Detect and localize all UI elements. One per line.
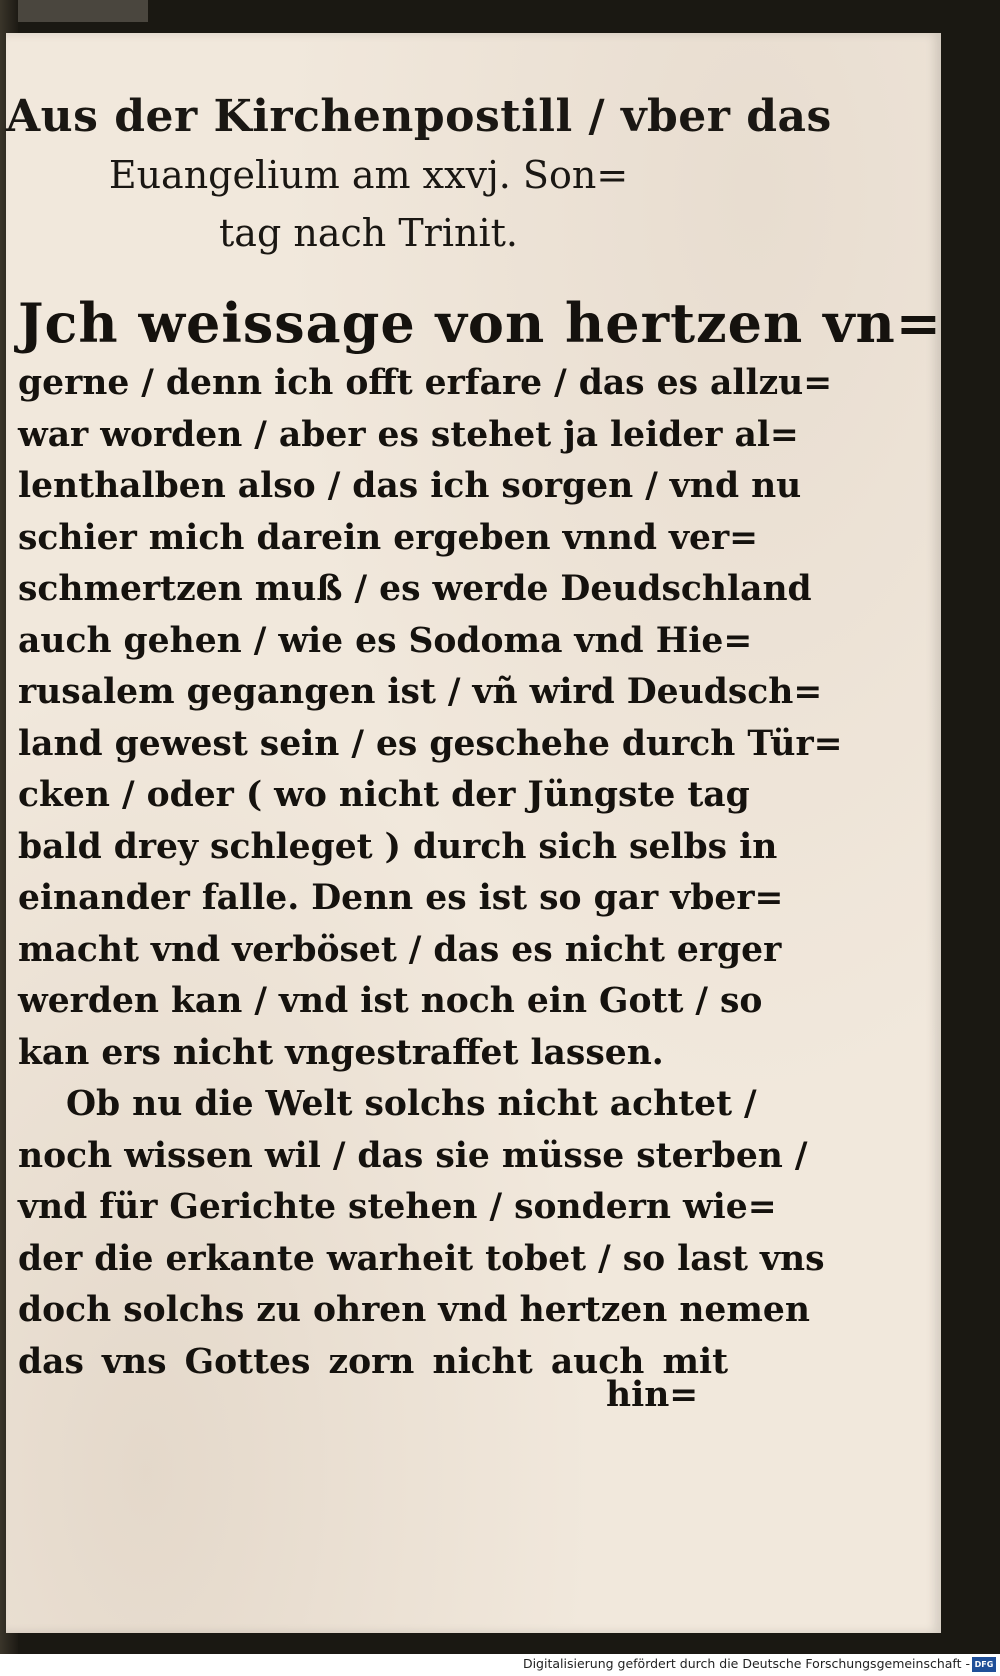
text-line: schier mich darein ergeben vnnd ver= (18, 517, 759, 558)
heading-line-2: Euangelium am xxvj. Son= (108, 153, 629, 197)
text-line: Jch weissage von hertzen vn= (18, 291, 942, 355)
digitization-credit: Digitalisierung gefördert durch die Deutsche Forschungsgemeinschaft - (522, 1656, 970, 1671)
text-line: schmertzen muß / es werde Deudschland (18, 569, 812, 609)
text-line: einander falle. Denn es ist so gar vber= (18, 878, 784, 918)
text-line: werden kan / vnd ist noch ein Gott / so (18, 981, 763, 1021)
text-line: noch wissen wil / das sie müsse sterben / (18, 1135, 808, 1176)
text-line: bald drey schleget ) durch sich selbs in (18, 826, 778, 867)
text-line: lenthalben also / das ich sorgen / vnd nu (18, 466, 802, 506)
text-line: das vns Gottes zorn nicht auch mit (18, 1341, 728, 1382)
text-line: auch gehen / wie es Sodoma vnd Hie= (18, 620, 753, 661)
text-line: land gewest sein / es geschehe durch Tür= (18, 723, 843, 764)
book-page (6, 33, 941, 1633)
page-heading (6, 88, 832, 262)
page-top-edge (18, 0, 148, 22)
text-line: macht vnd verböset / das es nicht erger (18, 929, 782, 970)
text-line: kan ers nicht vngestraffet lassen. (18, 1032, 664, 1073)
text-line: war worden / aber es stehet ja leider al= (18, 414, 799, 455)
text-line: der die erkante warheit tobet / so last vns (18, 1238, 825, 1279)
text-line: gerne / denn ich offt erfare / das es allzu= (18, 363, 833, 403)
heading-line-1: Aus der Kirchenpostill / vber das (6, 91, 832, 142)
dfg-logo: DFG (972, 1657, 996, 1672)
text-line: Ob nu die Welt solchs nicht achtet / (66, 1084, 757, 1124)
body-text (18, 288, 942, 1388)
catchword: hin= (606, 1375, 699, 1415)
text-line: cken / oder ( wo nicht der Jüngste tag (18, 775, 750, 815)
heading-line-3: tag nach Trinit. (219, 211, 518, 255)
text-line: vnd für Gerichte stehen / sondern wie= (18, 1187, 777, 1227)
text-line: rusalem gegangen ist / vñ wird Deudsch= (18, 672, 823, 712)
text-line: doch solchs zu ohren vnd hertzen nemen (18, 1290, 810, 1330)
